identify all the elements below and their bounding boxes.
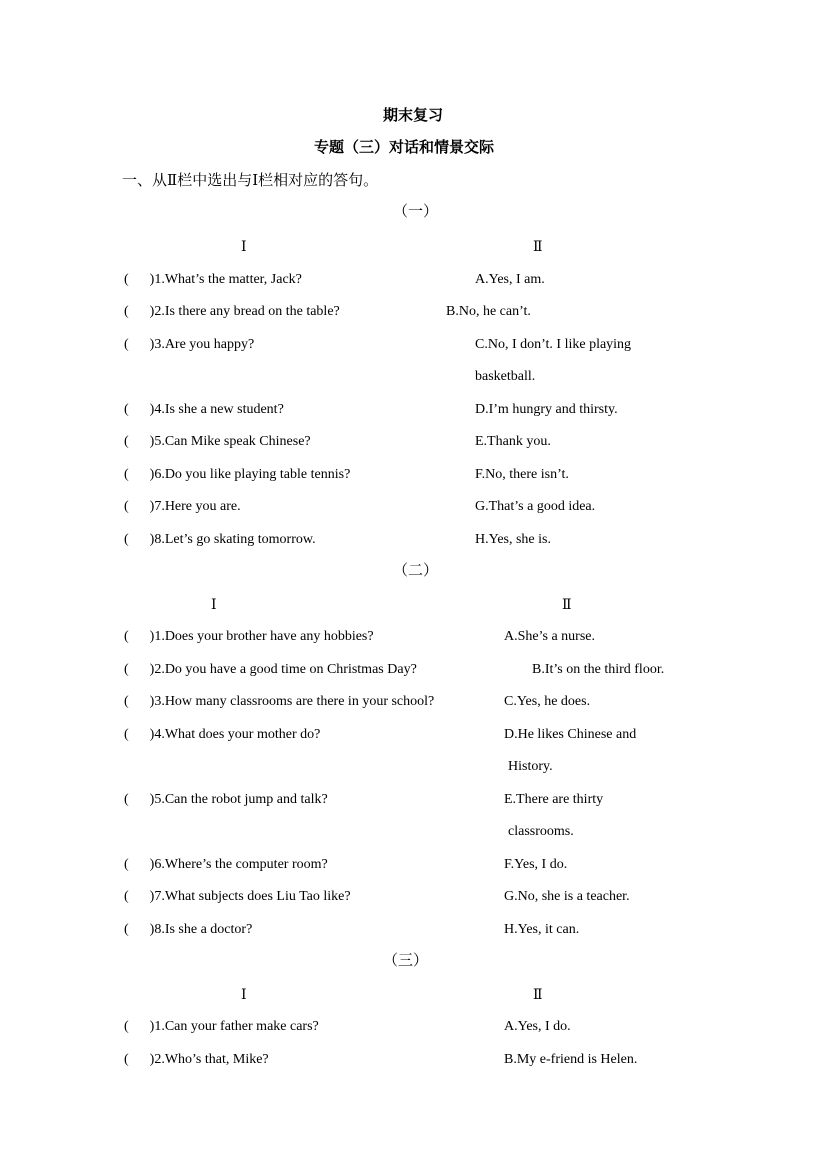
question: ( )1.What’s the matter, Jack?: [124, 272, 302, 287]
column-ii-heading: Ⅱ: [562, 597, 572, 613]
question: ( )2.Who’s that, Mike?: [124, 1052, 269, 1067]
page-subtitle: 专题（三）对话和情景交际: [314, 138, 495, 156]
question: ( )6.Do you like playing table tennis?: [124, 467, 351, 482]
answer: G.No, she is a teacher.: [504, 889, 630, 904]
question: ( )7.Here you are.: [124, 499, 241, 514]
question: ( )5.Can the robot jump and talk?: [124, 792, 328, 807]
answer-continued: History.: [508, 759, 553, 774]
question: ( )6.Where’s the computer room?: [124, 857, 328, 872]
answer: B.No, he can’t.: [446, 304, 531, 319]
question: ( )1.Can your father make cars?: [124, 1019, 319, 1034]
answer: D.I’m hungry and thirsty.: [475, 402, 618, 417]
section-label: （二）: [393, 561, 439, 579]
question: ( )4.What does your mother do?: [124, 727, 321, 742]
column-i-heading: Ⅰ: [241, 239, 247, 255]
question: ( )2.Is there any bread on the table?: [124, 304, 340, 319]
page-title: 期末复习: [383, 106, 444, 124]
answer: C.Yes, he does.: [504, 694, 591, 709]
question: ( )7.What subjects does Liu Tao like?: [124, 889, 351, 904]
answer: A.Yes, I am.: [475, 272, 545, 287]
answer: A.Yes, I do.: [504, 1019, 571, 1034]
question: ( )2.Do you have a good time on Christmas Day?: [124, 662, 417, 677]
question: ( )3.How many classrooms are there in your school?: [124, 694, 435, 709]
answer: E.Thank you.: [475, 434, 551, 449]
question: ( )3.Are you happy?: [124, 337, 255, 352]
instruction: 一、从Ⅱ栏中选出与Ⅰ栏相对应的答句。: [122, 171, 379, 189]
section-label: （一）: [393, 202, 439, 220]
answer: B.It’s on the third floor.: [532, 662, 665, 677]
answer: A.She’s a nurse.: [504, 629, 595, 644]
section-label: （三）: [383, 951, 429, 969]
column-ii-heading: Ⅱ: [533, 239, 543, 255]
answer-continued: basketball.: [475, 369, 536, 384]
answer-continued: classrooms.: [508, 824, 574, 839]
column-ii-heading: Ⅱ: [533, 987, 543, 1003]
question: ( )8.Is she a doctor?: [124, 922, 253, 937]
answer: C.No, I don’t. I like playing: [475, 337, 632, 352]
answer: H.Yes, it can.: [504, 922, 580, 937]
question: ( )5.Can Mike speak Chinese?: [124, 434, 311, 449]
question: ( )1.Does your brother have any hobbies?: [124, 629, 374, 644]
answer: E.There are thirty: [504, 792, 604, 807]
question: ( )8.Let’s go skating tomorrow.: [124, 532, 316, 547]
question: ( )4.Is she a new student?: [124, 402, 284, 417]
column-i-heading: Ⅰ: [211, 597, 217, 613]
answer: F.No, there isn’t.: [475, 467, 569, 482]
answer: H.Yes, she is.: [475, 532, 551, 547]
column-i-heading: Ⅰ: [241, 987, 247, 1003]
answer: B.My e-friend is Helen.: [504, 1052, 638, 1067]
answer: D.He likes Chinese and: [504, 727, 637, 742]
answer: G.That’s a good idea.: [475, 499, 596, 514]
answer: F.Yes, I do.: [504, 857, 568, 872]
